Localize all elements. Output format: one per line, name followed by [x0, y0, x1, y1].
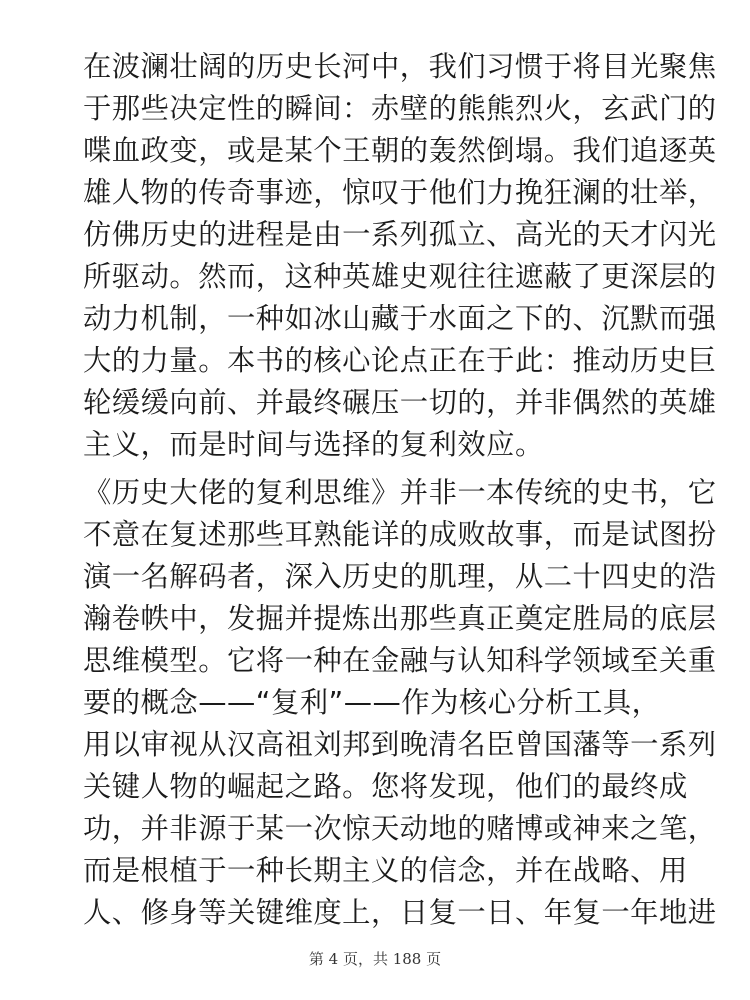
- body-text: [83, 46, 717, 934]
- text-line: 不意在复述那些耳熟能详的成败故事，而是试图扮: [83, 518, 717, 551]
- paragraph-1: [83, 46, 717, 466]
- text-line: 在波澜壮阔的历史长河中，我们习惯于将目光聚焦: [83, 50, 717, 83]
- text-line: 《历史大佬的复利思维》并非一本传统的史书，它: [83, 476, 717, 509]
- text-line: 用以审视从汉高祖刘邦到晚清名臣曾国藩等一系列: [83, 728, 717, 761]
- text-line: 思维模型。它将一种在金融与认知科学领域至关重: [83, 644, 717, 677]
- text-line: 动力机制，一种如冰山藏于水面之下的、沉默而强: [83, 302, 717, 335]
- text-line: 演一名解码者，深入历史的肌理，从二十四史的浩: [83, 560, 717, 593]
- text-line: 大的力量。本书的核心论点正在于此：推动历史巨: [83, 344, 717, 377]
- text-line: 仿佛历史的进程是由一系列孤立、高光的天才闪光: [83, 218, 717, 251]
- text-line: 雄人物的传奇事迹，惊叹于他们力挽狂澜的壮举，: [83, 176, 717, 209]
- text-line: 喋血政变，或是某个王朝的轰然倒塌。我们追逐英: [83, 134, 717, 167]
- text-line: 所驱动。然而，这种英雄史观往往遮蔽了更深层的: [83, 260, 717, 293]
- text-line: 功，并非源于某一次惊天动地的赌博或神来之笔，: [83, 812, 717, 845]
- text-line: 要的概念——“复利”——作为核心分析工具，: [83, 686, 661, 719]
- text-line: 轮缓缓向前、并最终碾压一切的，并非偶然的英雄: [83, 386, 717, 419]
- text-line: 人、修身等关键维度上，日复一日、年复一年地进: [83, 896, 717, 929]
- text-line: 关键人物的崛起之路。您将发现，他们的最终成: [83, 770, 688, 803]
- text-line: 于那些决定性的瞬间：赤壁的熊熊烈火，玄武门的: [83, 92, 717, 125]
- page-number-footer: 第 4 页，共 188 页: [308, 950, 442, 968]
- text-line: 而是根植于一种长期主义的信念，并在战略、用: [83, 854, 688, 887]
- text-line: 主义，而是时间与选择的复利效应。: [83, 428, 544, 461]
- paragraph-2: [83, 472, 717, 934]
- text-line: 瀚卷帙中，发掘并提炼出那些真正奠定胜局的底层: [83, 602, 717, 635]
